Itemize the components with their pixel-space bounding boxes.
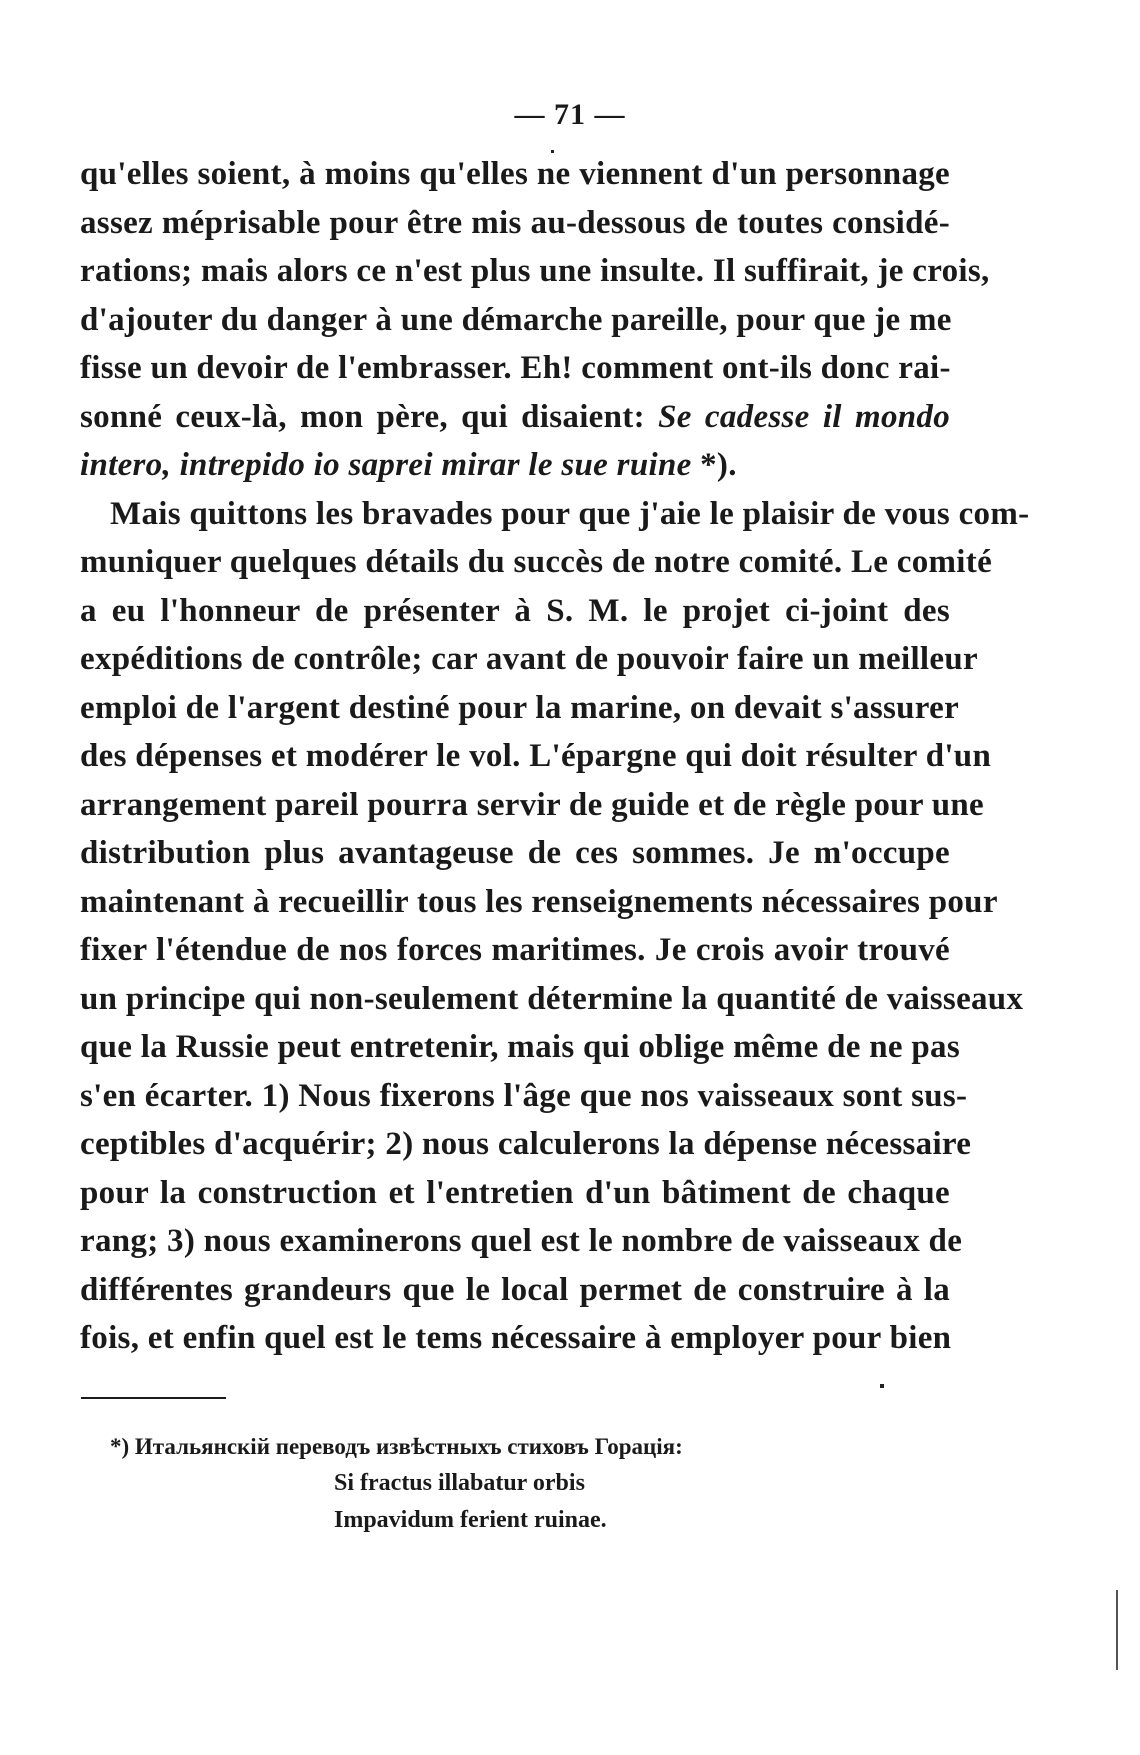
text-line-22: pour la construction et l'entretien d'un bâtiment de chaque <box>80 1174 950 1211</box>
text-line-10: a eu l'honneur de présenter à S. M. le projet ci-joint des <box>80 592 950 629</box>
text-line-25: fois, et enfin quel est le tems nécessaire à employer pour bien <box>80 1320 952 1356</box>
text-line-20: s'en écarter. 1) Nous fixerons l'âge que nos vaisseaux sont sus- <box>80 1077 968 1114</box>
text-line-6 <box>80 393 950 442</box>
main-text <box>80 150 1030 1363</box>
footnote-verse-2: Impavidum ferient ruinae. <box>334 1507 607 1533</box>
text-line-8: Mais quittons les bravades pour que j'aie le plaisir de vous com- <box>110 495 1030 532</box>
text-line-13: des dépenses et modérer le vol. L'épargne qui doit résulter d'un <box>80 738 992 774</box>
text-line-11: expéditions de contrôle; car avant de pouvoir faire un meilleur <box>80 641 978 677</box>
text-line-16: maintenant à recueillir tous les renseignements nécessaires pour <box>80 883 998 920</box>
text-line-12: emploi de l'argent destiné pour la marine, on devait s'assurer <box>80 689 960 726</box>
text-line-14: arrangement pareil pourra servir de guide et de règle pour une <box>80 786 984 823</box>
text-line-17: fixer l'étendue de nos forces maritimes. Je crois avoir trouvé <box>80 932 950 968</box>
text-line-19: que la Russie peut entretenir, mais qui oblige même de ne pas <box>80 1029 960 1065</box>
text-line-7 <box>80 441 950 490</box>
text-line-24: différentes grandeurs que le local permet de construire à la <box>80 1271 950 1308</box>
italian-quote-start: Se cadesse il mondo <box>658 398 951 435</box>
footnote <box>110 1428 870 1539</box>
scan-speck <box>551 150 554 153</box>
text-line-3: rations; mais alors ce n'est plus une insulte. Il suffirait, je crois, <box>80 253 990 289</box>
text-line-23: rang; 3) nous examinerons quel est le nombre de vaisseaux de <box>80 1223 963 1259</box>
text-line-4: d'ajouter du danger à une démarche pareille, pour que je me <box>80 301 952 338</box>
text-line-9: muniquer quelques détails du succès de notre comité. Le comité <box>80 544 993 580</box>
italian-quote-end: intero, intrepido io saprei mirar le sue ruine <box>80 447 692 483</box>
text-line-15: distribution plus avantageuse de ces sommes. Je m'occupe <box>80 835 950 871</box>
footnote-intro: *) Итальянскій переводъ извѣстныхъ стиховъ Горація: <box>110 1434 683 1459</box>
text-line-21: ceptibles d'acquérir; 2) nous calculerons la dépense nécessaire <box>80 1126 972 1162</box>
footnote-reference: *). <box>700 447 737 483</box>
footnote-divider <box>81 1397 226 1399</box>
scan-speck <box>880 1384 884 1388</box>
text-line-5: fisse un devoir de l'embrasser. Eh! comment ont-ils donc rai- <box>80 350 951 386</box>
text-line-18: un principe qui non-seulement détermine la quantité de vaisseaux <box>80 980 1024 1017</box>
text-line-6-roman: sonné ceux-là, mon père, qui disaient: <box>80 398 645 435</box>
text-line-1: qu'elles soient, à moins qu'elles ne viennent d'un personnage <box>80 156 950 192</box>
page-number: — 71 — <box>514 98 626 131</box>
scan-edge-mark <box>1116 1590 1118 1670</box>
text-line-2: assez méprisable pour être mis au-dessous de toutes considé- <box>80 204 950 241</box>
footnote-verse-1: Si fractus illabatur orbis <box>334 1470 585 1496</box>
